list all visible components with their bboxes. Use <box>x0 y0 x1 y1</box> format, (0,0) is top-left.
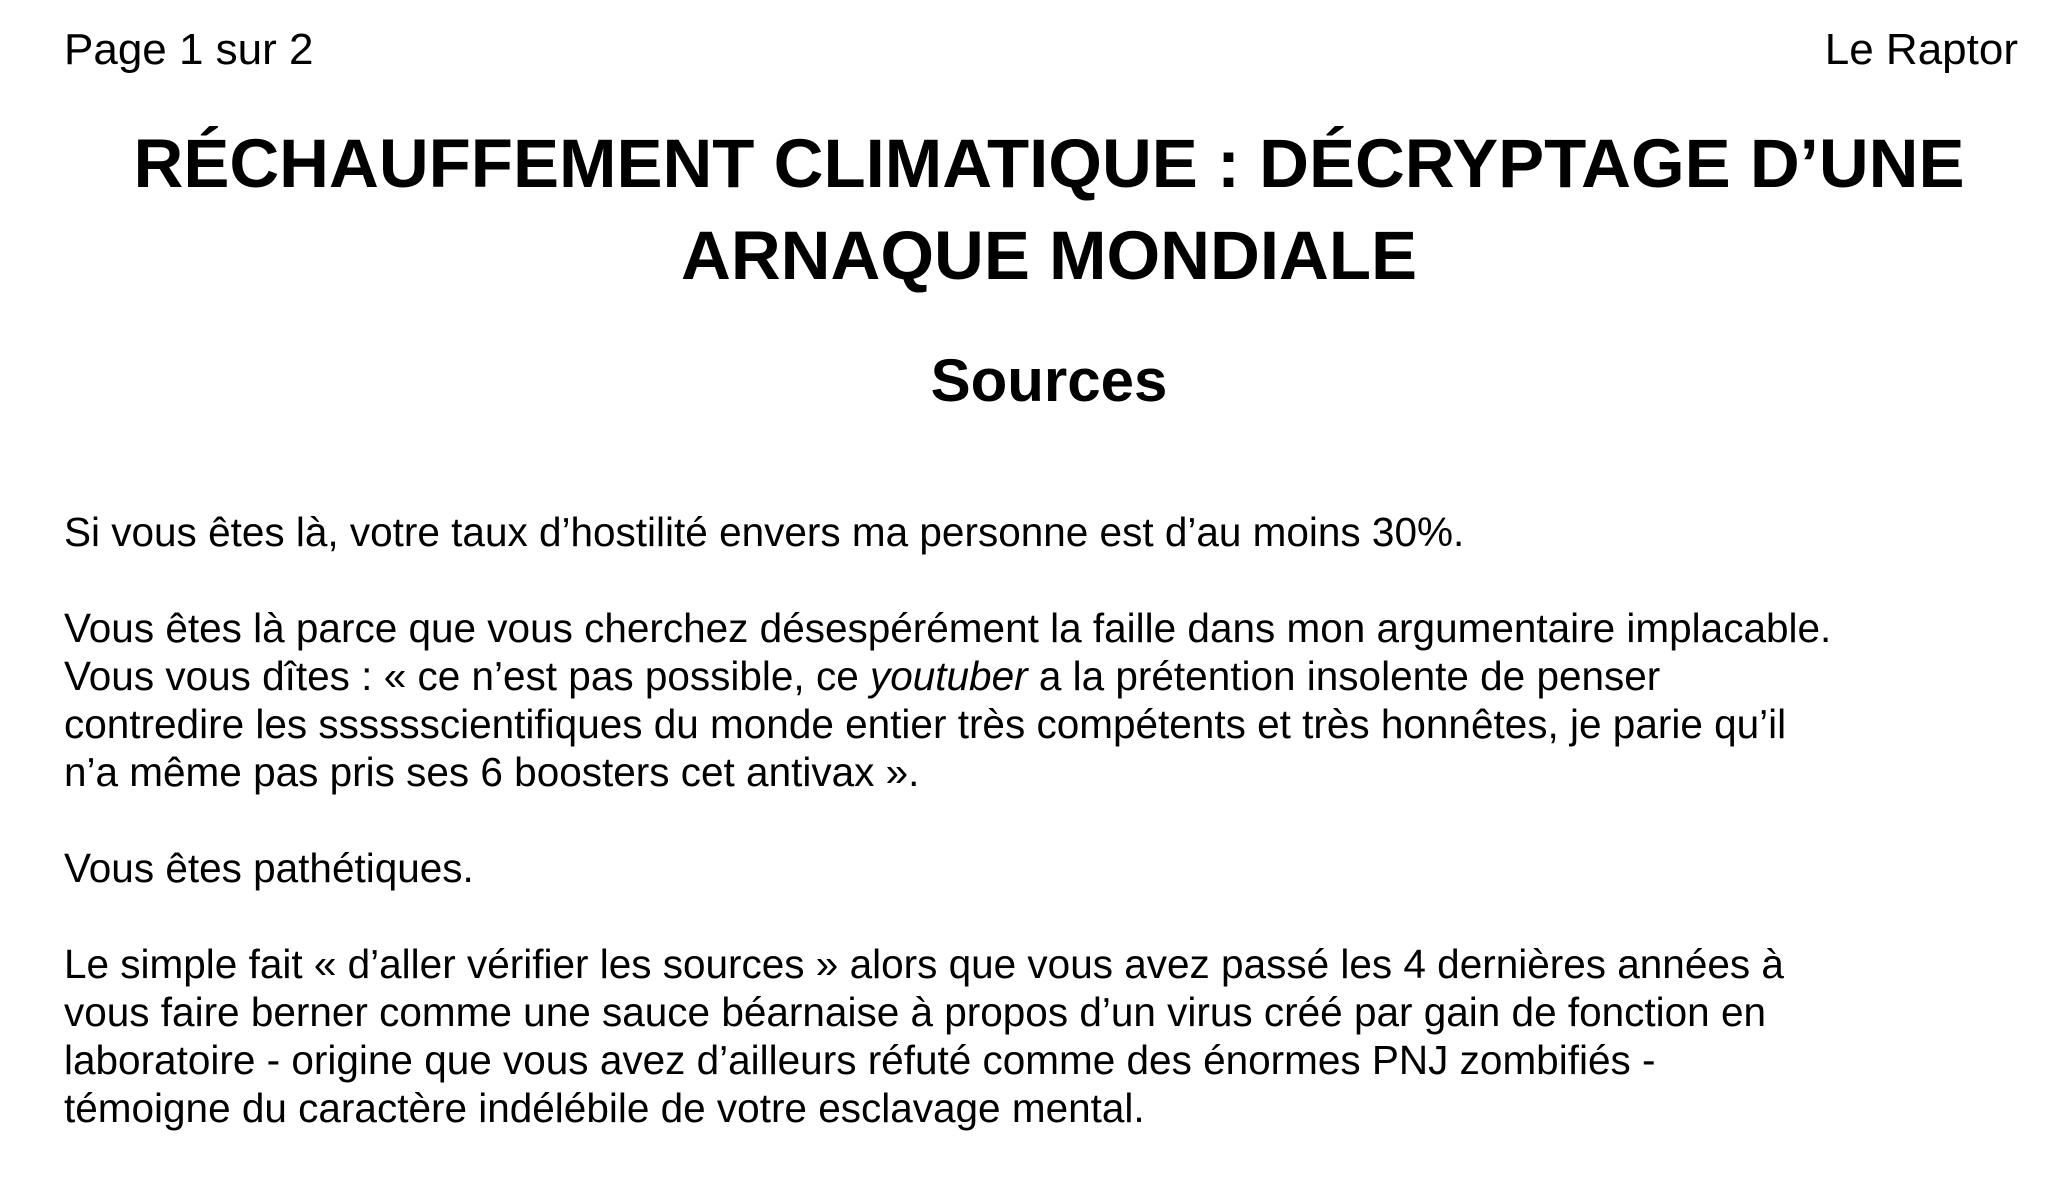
title-line: RÉCHAUFFEMENT CLIMATIQUE : DÉCRYPTAGE D’UNE <box>133 125 1965 202</box>
text-line: témoigne du caractère indélébile de votre esclavage mental. <box>64 1085 1145 1131</box>
paragraph <box>64 508 2044 556</box>
italic-term: youtuber <box>869 653 1028 699</box>
text-line <box>64 652 2044 700</box>
text-line: Vous êtes là parce que vous cherchez désespérément la faille dans mon argumentaire implacable. <box>64 605 1832 651</box>
text-line: vous faire berner comme une sauce béarnaise à propos d’un virus créé par gain de fonction en <box>64 989 1767 1035</box>
document-body <box>64 508 2044 1180</box>
section-heading: Sources <box>930 347 1168 414</box>
paragraph <box>64 940 2044 1132</box>
text-line: Le simple fait « d’aller vérifier les sources » alors que vous avez passé les 4 dernières années à <box>64 941 1784 987</box>
text-segment: Vous vous dîtes : « ce n’est pas possible, ce <box>64 653 870 699</box>
author-name: Le Raptor <box>1824 25 2018 74</box>
text-line: contredire les sssssscientifiques du monde entier très compétents et très honnêtes, je parie qu’il <box>64 701 1787 747</box>
paragraph <box>64 604 2044 796</box>
text-line: Si vous êtes là, votre taux d’hostilité envers ma personne est d’au moins 30%. <box>64 509 1465 555</box>
title-line: ARNAQUE MONDIALE <box>681 217 1417 294</box>
text-line: Vous êtes pathétiques. <box>64 845 474 891</box>
page-indicator: Page 1 sur 2 <box>64 25 314 74</box>
paragraph <box>64 844 2044 892</box>
text-segment: a la prétention insolente de penser <box>1027 653 1661 699</box>
text-line: n’a même pas pris ses 6 boosters cet antivax ». <box>64 749 920 795</box>
document-title <box>50 118 2048 302</box>
text-line: laboratoire - origine que vous avez d’ailleurs réfuté comme des énormes PNJ zombifiés - <box>64 1037 1656 1083</box>
